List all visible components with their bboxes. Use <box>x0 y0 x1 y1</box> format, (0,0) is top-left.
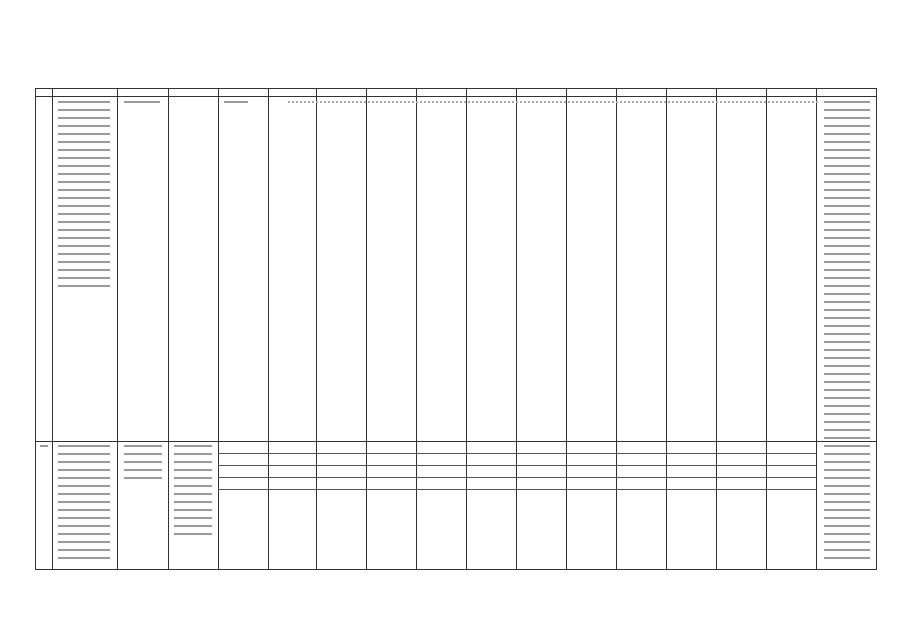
cell-text-placeholder <box>124 101 160 109</box>
cell-text-placeholder <box>824 101 870 445</box>
cell-text-placeholder <box>58 445 110 565</box>
column-divider <box>218 89 219 569</box>
column-divider <box>366 89 367 569</box>
funding-subrow-line <box>218 477 816 478</box>
cell-text-placeholder <box>40 445 48 453</box>
table-row-separator <box>36 441 876 442</box>
column-divider <box>416 89 417 569</box>
column-divider <box>716 89 717 569</box>
cell-text-placeholder <box>824 445 870 565</box>
cell-text-placeholder <box>288 101 818 113</box>
column-divider <box>666 89 667 569</box>
column-divider <box>566 89 567 569</box>
cell-text-placeholder <box>124 445 162 485</box>
column-divider <box>168 89 169 569</box>
column-divider <box>316 89 317 569</box>
cell-text-placeholder <box>58 101 110 293</box>
column-divider <box>816 89 817 569</box>
page-number <box>0 38 905 52</box>
column-divider <box>52 89 53 569</box>
column-divider <box>466 89 467 569</box>
column-header-row <box>36 89 876 97</box>
cell-text-placeholder <box>224 101 248 109</box>
column-divider <box>616 89 617 569</box>
column-divider <box>766 89 767 569</box>
column-divider <box>268 89 269 569</box>
funding-subrow-line <box>218 489 816 490</box>
cell-text-placeholder <box>174 445 212 541</box>
document-table <box>35 88 877 570</box>
column-divider <box>516 89 517 569</box>
column-divider <box>117 89 118 569</box>
funding-subrow-line <box>218 453 816 454</box>
funding-subrow-line <box>218 465 816 466</box>
